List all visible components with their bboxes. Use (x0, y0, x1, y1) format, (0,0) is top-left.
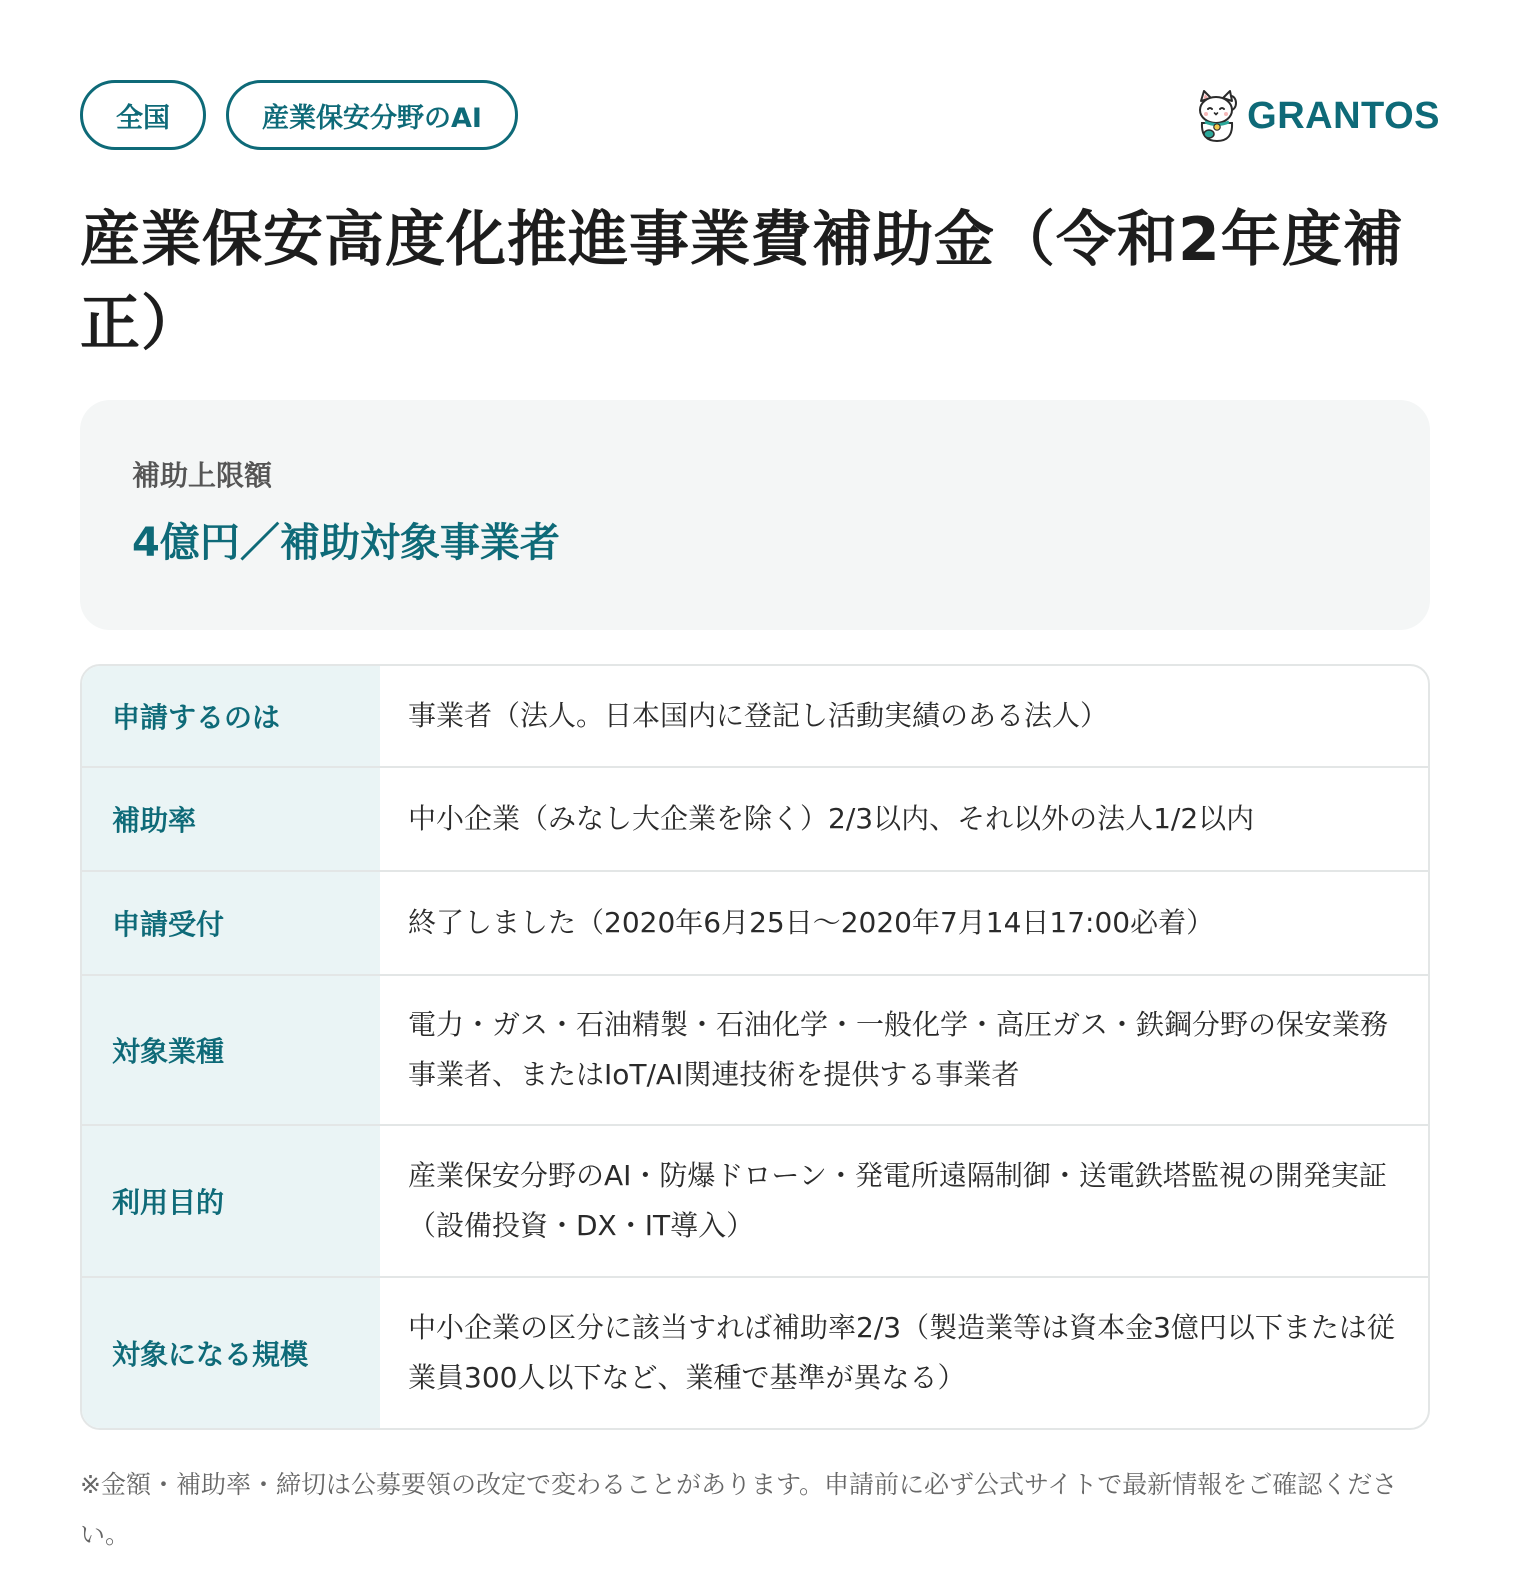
logo-text: GRANTOS (1247, 94, 1440, 137)
row-value: 事業者（法人。日本国内に登記し活動実績のある法人） (408, 699, 1109, 732)
table-row-applicant (82, 666, 1428, 766)
row-value: 中小企業（みなし大企業を除く）2/3以内、それ以外の法人1/2以内 (408, 802, 1255, 835)
row-value: 終了しました（2020年6月25日〜2020年7月14日17:00必着） (408, 906, 1215, 939)
table-row-purpose (82, 1124, 1428, 1276)
row-key: 申請受付 (82, 872, 380, 974)
row-value: 中小企業の区分に該当すれば補助率2/3（製造業等は資本金3億円以下または従業員300人以下など、業種で基準が異なる） (408, 1311, 1395, 1394)
tag-region[interactable]: 全国 (80, 80, 206, 150)
maneki-neko-cat-icon (1195, 89, 1239, 143)
table-row-application-period (82, 870, 1428, 974)
row-key: 補助率 (82, 768, 380, 870)
row-value: 電力・ガス・石油精製・石油化学・一般化学・高圧ガス・鉄鋼分野の保安業務事業者、またはIoT/AI関連技術を提供する事業者 (408, 1008, 1389, 1091)
header (80, 80, 1440, 150)
max-amount-card (80, 400, 1430, 630)
max-amount-value: 4億円／補助対象事業者 (132, 520, 560, 566)
row-value: 産業保安分野のAI・防爆ドローン・発電所遠隔制御・送電鉄塔監視の開発実証（設備投資・DX・IT導入） (408, 1159, 1387, 1242)
grantos-logo[interactable] (1195, 87, 1440, 143)
row-key: 申請するのは (82, 666, 380, 766)
row-key: 対象業種 (82, 976, 380, 1124)
table-row-target-scale (82, 1276, 1428, 1428)
table-row-target-industry (82, 974, 1428, 1124)
tag-category[interactable]: 産業保安分野のAI (226, 80, 518, 150)
row-key: 利用目的 (82, 1126, 380, 1276)
tag-list (80, 80, 518, 150)
max-amount-label: 補助上限額 (132, 459, 273, 492)
row-key: 対象になる規模 (82, 1278, 380, 1428)
table-row-subsidy-rate (82, 766, 1428, 870)
disclaimer-note: ※金額・補助率・締切は公募要領の改定で変わることがあります。申請前に必ず公式サイトで最新情報をご確認ください。 (80, 1470, 1398, 1549)
info-table (80, 664, 1430, 1430)
page-title: 産業保安高度化推進事業費補助金（令和2年度補正） (80, 205, 1404, 359)
